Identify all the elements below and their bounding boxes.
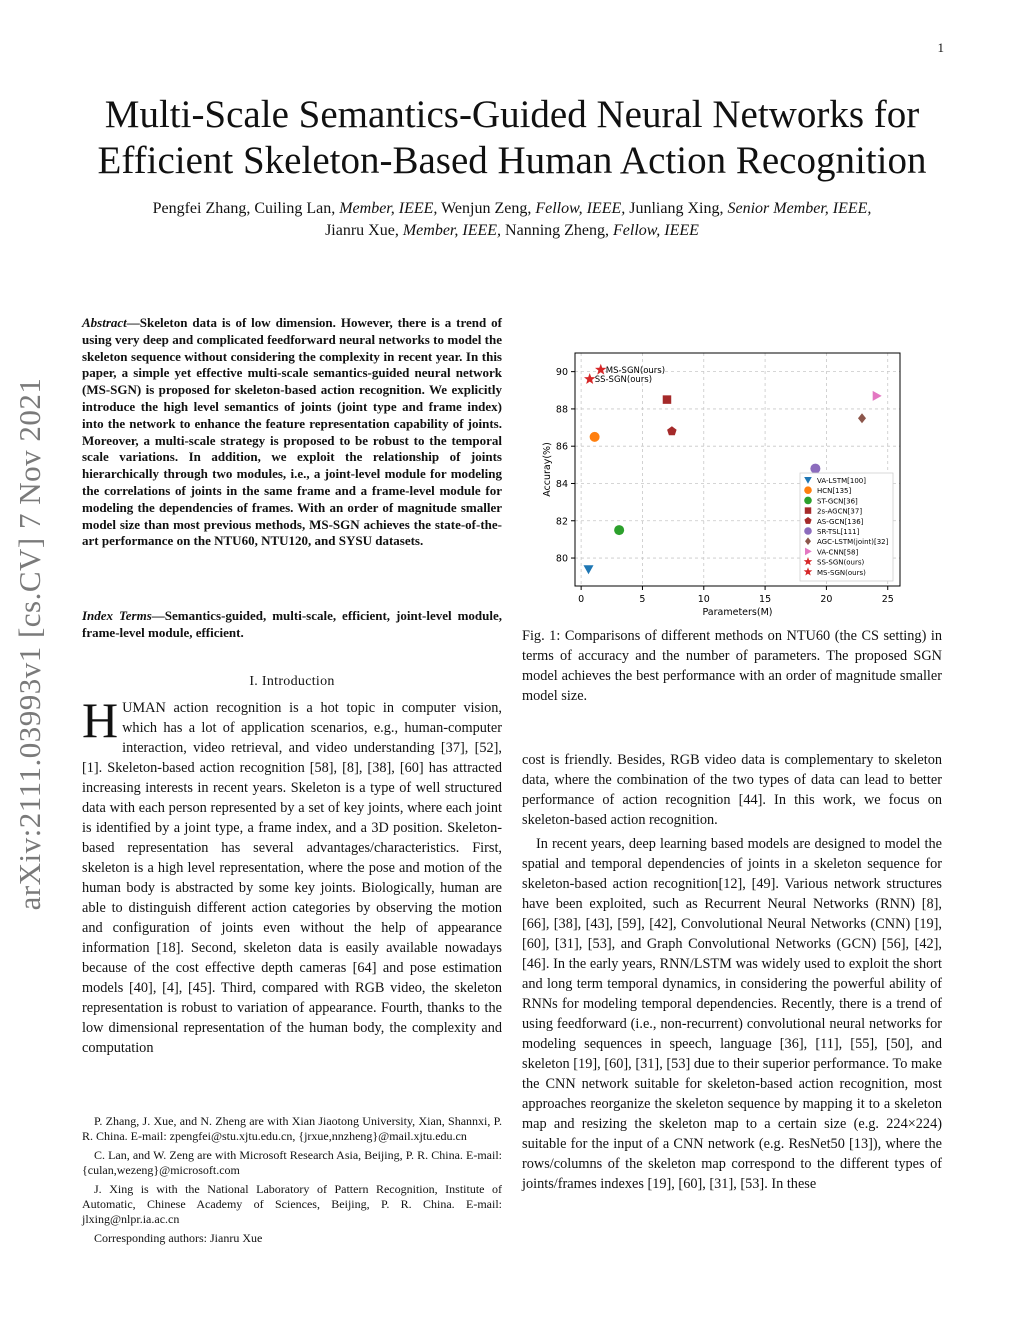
footnote: Corresponding authors: Jianru Xue	[94, 1230, 263, 1245]
legend-entry: ST-GCN[36]	[817, 497, 858, 506]
y-tick-label: 84	[555, 478, 568, 490]
y-tick-label: 80	[555, 553, 568, 565]
legend-entry: SS-SGN(ours)	[817, 558, 865, 567]
x-tick-label: 10	[697, 594, 710, 605]
footnote: J. Xing is with the National Laboratory of Pattern Recognition, Institute of Automatic, Chinese Academy of Sciences, Beijing, P. R. China. E-mail: jlxing@nlpr.ia.ac.cn	[82, 1181, 502, 1227]
x-tick-label: 0	[578, 594, 585, 605]
x-tick-label: 25	[881, 594, 894, 605]
legend-entry: AGC-LSTM(joint)[32]	[817, 538, 889, 547]
x-tick-label: 20	[820, 594, 833, 605]
point-agc-lstm-joint-32	[858, 413, 866, 423]
legend-entry: MS-SGN(ours)	[817, 568, 866, 577]
arxiv-stamp: arXiv:2111.03993v1 [cs.CV] 7 Nov 2021	[12, 377, 47, 911]
footnote: P. Zhang, J. Xue, and N. Zheng are with Xian Jiaotong University, Xian, Shannxi, P. R. China. E-mail: zpengfei@stu.xjtu.edu.cn, {jrxue,nnzheng}@mail.xjtu.edu.cn	[82, 1114, 502, 1144]
abstract-label: Abstract	[82, 315, 127, 330]
section-heading: I. Introduction	[249, 674, 335, 689]
legend-entry: HCN[135]	[817, 487, 852, 496]
paragraph: cost is friendly. Besides, RGB video data is complementary to skeleton data, where the combination of the two types of data can lead to better performance of action recognition [44]. In this work, we focus on skeleton-based action recognition.	[522, 752, 942, 828]
legend-entry: AS-GCN[136]	[817, 517, 864, 526]
x-axis-label: Parameters(M)	[702, 607, 773, 618]
author-title: Fellow, IEEE	[613, 222, 699, 239]
author-text: Nanning Zheng,	[501, 222, 614, 239]
author-title: Senior Member, IEEE,	[727, 200, 872, 217]
index-terms-label: Index Terms	[82, 608, 152, 623]
point-as-gcn-136	[667, 426, 677, 435]
page-number: 1	[937, 40, 944, 55]
data-label: SS-SGN(ours)	[594, 375, 653, 386]
author-title: Member, IEEE,	[402, 222, 502, 239]
point-va-lstm-100	[584, 565, 594, 574]
authors-line-1	[40, 198, 984, 220]
legend-marker	[804, 497, 812, 505]
x-tick-label: 15	[759, 594, 772, 605]
title-line-2: Efficient Skeleton-Based Human Action Recognition	[97, 139, 927, 182]
y-tick-label: 82	[555, 516, 568, 528]
footnote: C. Lan, and W. Zeng are with Microsoft Research Asia, Beijing, P. R. China. E-mail: {culan,wezeng}@microsoft.com	[82, 1147, 502, 1178]
point-sr-tsl-111	[810, 464, 820, 474]
right-column-text	[522, 750, 942, 1194]
legend-entry: SR-TSL[111]	[817, 528, 860, 536]
title-line-1: Multi-Scale Semantics-Guided Neural Networks for	[104, 93, 920, 136]
legend-entry: 2s-AGCN[37]	[817, 507, 863, 516]
intro-paragraph: UMAN action recognition is a hot topic in computer vision, which has a lot of application scenarios, e.g., human-computer interaction, video retrieval, and video understanding [37], [52], [1]. Skeleton-based action recognition [58], [8], [38], [60] has attracted increasing interests in recent years. Skeleton is a type of well structured data with each person represented by a set of key joints, where each joint is identified by a joint type, a frame index, and a 3D position. Skeleton-based representation has several advantages/characteristics. First, skeleton is a high level representation, where the pose and motion of the human body is abstracted by some key joints. Biologically, human are able to distinguish different action categories by observing the motion and configuration of joints even without the help of appearance information [18]. Second, skeleton data is easily available nowadays because of the cost effective depth cameras [64] and pose estimation models [40], [4], [45]. Third, compared with RGB video, the skeleton representation is robust to variation of appearance. Fourth, thanks to the low dimensional representation of the human body, the complexity and computation	[82, 700, 502, 1056]
y-axis-label: Accuray(%)	[542, 442, 553, 497]
figure-caption: Fig. 1: Comparisons of different methods on NTU60 (the CS setting) in terms of accuracy and the number of parameters. The proposed SGN model achieves the best performance with an order of magnitude smaller model size.	[522, 628, 942, 704]
authors-line-2	[40, 220, 984, 242]
author-list	[40, 198, 984, 242]
point-hcn-135	[590, 432, 600, 442]
point-va-cnn-58	[873, 391, 882, 401]
point-st-gcn-36	[614, 525, 624, 535]
introduction-text	[82, 692, 502, 1058]
footnotes	[82, 1114, 502, 1249]
author-text: Pengfei Zhang, Cuiling Lan,	[152, 200, 340, 217]
paper-title	[40, 92, 984, 184]
point-2s-agcn-37	[663, 395, 672, 404]
author-text: Wenjun Zeng,	[437, 200, 536, 217]
author-text: Junliang Xing,	[625, 200, 728, 217]
legend-marker	[804, 486, 812, 494]
y-tick-label: 86	[555, 441, 568, 453]
legend-entry: VA-LSTM[100]	[817, 477, 866, 485]
y-tick-label: 88	[555, 404, 568, 416]
accuracy-params-chart	[530, 348, 910, 623]
x-tick-label: 5	[639, 594, 646, 605]
abstract-text: —Skeleton data is of low dimension. However, there is a trend of using very deep and complicated feedforward neural networks to model the skeleton sequence without considering the complexity in recent year. In this paper, a simple yet effective multi-scale semantics-guided neural network (MS-SGN) is proposed for skeleton-based action recognition. We explicitly introduce the high level semantics of joints (joint type and frame index) into the network to enhance the feature representation capability of joints. Moreover, a multi-scale strategy is proposed to be robust to the temporal scale variations. In addition, we exploit the relationship of joints hierarchically through two modules, i.e., a joint-level module for modeling the correlations of joints in the same frame and a frame-level module for modeling the dependencies of frames. With an order of magnitude smaller model size than most previous methods, MS-SGN achieves the state-of-the-art performance on the NTU60, NTU120, and SYSU datasets.	[82, 315, 502, 549]
point-ss-sgn-ours	[584, 373, 595, 384]
index-terms	[82, 608, 502, 642]
index-terms-text: —Semantics-guided, multi-scale, efficient, joint-level module, frame-level module, efficient.	[82, 608, 502, 640]
drop-cap: H	[82, 692, 119, 748]
y-tick-label: 90	[555, 367, 568, 379]
legend-entry: VA-CNN[58]	[817, 548, 859, 557]
data-label: MS-SGN(ours)	[605, 365, 666, 376]
paragraph: In recent years, deep learning based models are designed to model the spatial and temporal dependencies of joints in a skeleton sequence for skeleton-based action recognition[12], [49]. Various network structures have been exploited, such as Recurrent Neural Networks (RNN) [8], [66], [38], [43], [59], [42], Convolutional Neural Networks (CNN) [19], [60], [31], [53], and Graph Convolutional Networks (GCN) [56], [42], [46]. In the early years, RNN/LSTM was widely used to exploit the short and long term temporal dynamics, in considering the powerful ability of RNNs for modeling temporal dependencies. Recently, there is a trend of using feedforward (i.e., non-recurrent) convolutional neural networks for modeling sequences in speech, language [36], [11], [55], [50], and skeleton [19], [60], [31], [53] due to their superior performance. To make the CNN network suitable for skeleton-based action recognition, most approaches reorganize the skeleton sequence by mapping it to a skeleton map and resizing the skeleton map to a certain size (e.g. 224×224) suitable for the input of a CNN network (e.g. ResNet50 [13]), where the rows/columns of the skeleton map correspond to the different types of joints/frames indexes [19], [60], [31], [53]. In these	[522, 836, 942, 1192]
author-title: Fellow, IEEE,	[535, 200, 626, 217]
author-text: Jianru Xue,	[325, 222, 403, 239]
author-title: Member, IEEE,	[339, 200, 438, 217]
abstract	[82, 315, 502, 550]
legend-marker	[804, 527, 812, 535]
legend-marker	[805, 507, 811, 513]
